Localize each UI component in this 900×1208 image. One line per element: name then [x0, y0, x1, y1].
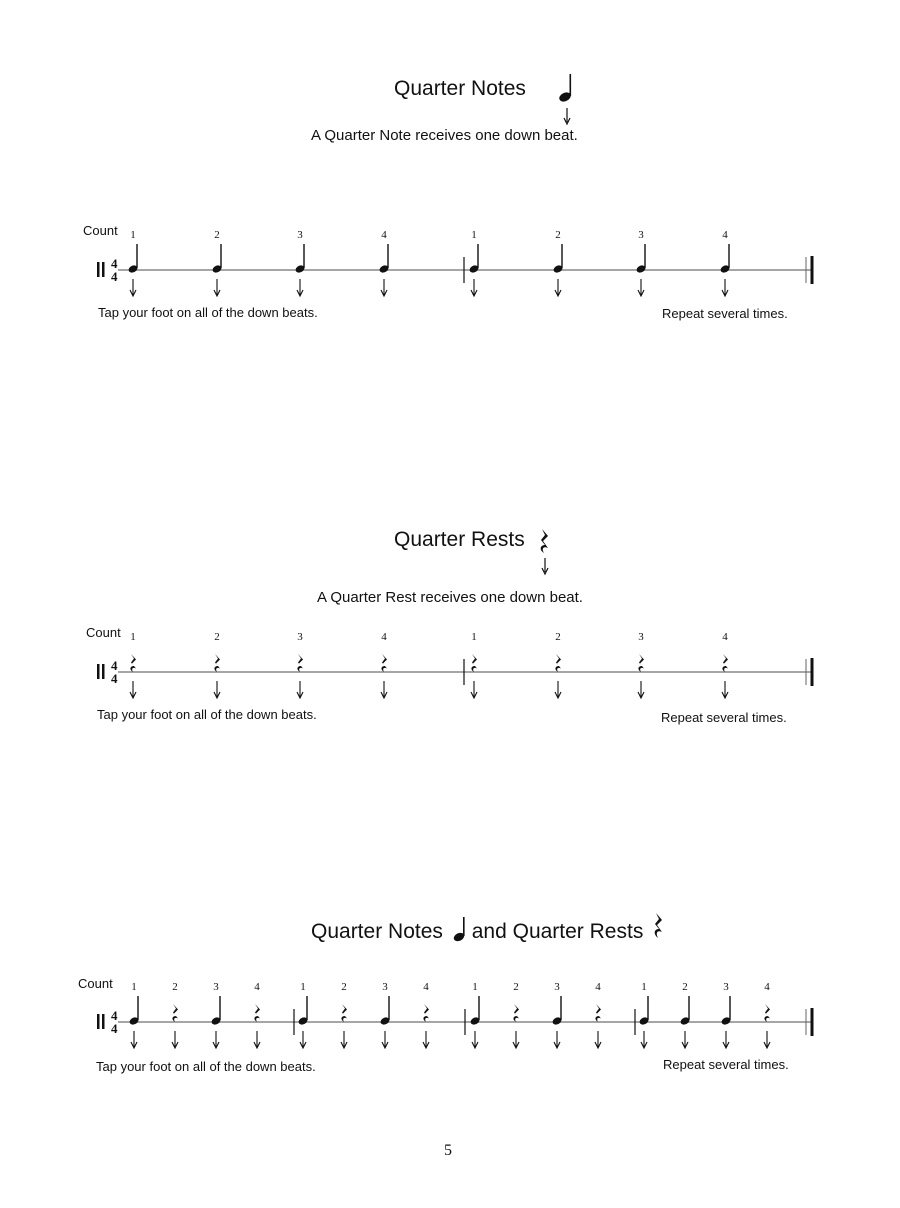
quarter-rest-icon	[638, 654, 644, 672]
quarter-note-icon	[378, 244, 389, 274]
quarter-note-icon	[469, 996, 480, 1026]
down-beat-arrow-icon	[472, 1031, 478, 1048]
section-3-title-part1: Quarter Notes	[311, 920, 443, 943]
beat-count: 3	[638, 229, 644, 241]
beat-count: 3	[554, 981, 560, 993]
quarter-rest-icon	[595, 1004, 601, 1022]
down-beat-arrow-icon	[723, 1031, 729, 1048]
quarter-note-icon	[720, 996, 731, 1026]
quarter-note-icon	[638, 996, 649, 1026]
beat-count: 1	[471, 229, 477, 241]
beat-count: 3	[297, 229, 303, 241]
quarter-rest-icon	[381, 654, 387, 672]
section-1-rhythm-staff	[88, 222, 828, 302]
time-signature-bottom: 4	[111, 1021, 118, 1036]
page-number: 5	[444, 1142, 452, 1159]
down-beat-arrow-icon	[297, 279, 303, 296]
section-1-description: A Quarter Note receives one down beat.	[311, 127, 578, 144]
down-beat-arrow-icon	[381, 279, 387, 296]
beat-count: 1	[300, 981, 306, 993]
quarter-note-icon	[679, 996, 690, 1026]
section-3-title	[311, 912, 665, 944]
section-1-left-instruction: Tap your foot on all of the down beats.	[98, 305, 318, 320]
quarter-note-icon	[556, 70, 582, 126]
beat-count: 4	[722, 229, 728, 241]
down-beat-arrow-icon	[214, 279, 220, 296]
beat-count: 4	[381, 631, 387, 643]
beat-count: 2	[214, 229, 220, 241]
beat-count: 3	[213, 981, 219, 993]
beat-count: 3	[382, 981, 388, 993]
beat-count: 2	[214, 631, 220, 643]
quarter-note-icon	[127, 244, 138, 274]
quarter-note-icon	[468, 244, 479, 274]
quarter-note-icon	[210, 996, 221, 1026]
quarter-rest-icon	[651, 912, 665, 942]
beat-count: 4	[381, 229, 387, 241]
section-2-description: A Quarter Rest receives one down beat.	[317, 589, 583, 606]
quarter-rest-icon	[341, 1004, 347, 1022]
beat-count: 3	[297, 631, 303, 643]
section-1-count-label: Count	[83, 223, 118, 238]
down-beat-arrow-icon	[131, 1031, 137, 1048]
quarter-rest-icon	[764, 1004, 770, 1022]
quarter-note-icon	[211, 244, 222, 274]
down-beat-arrow-icon	[471, 681, 477, 698]
down-beat-arrow-icon	[722, 279, 728, 296]
down-beat-arrow-icon	[300, 1031, 306, 1048]
quarter-note-icon	[128, 996, 139, 1026]
beat-count: 1	[471, 631, 477, 643]
quarter-note-icon	[719, 244, 730, 274]
section-3-title-part2: and Quarter Rests	[471, 920, 644, 943]
beat-count: 4	[254, 981, 260, 993]
down-beat-arrow-icon	[172, 1031, 178, 1048]
section-2-title: Quarter Rests	[394, 528, 525, 551]
down-beat-arrow-icon	[513, 1031, 519, 1048]
down-beat-arrow-icon	[130, 681, 136, 698]
down-beat-arrow-icon	[638, 681, 644, 698]
quarter-rest-icon	[536, 526, 556, 578]
beat-count: 4	[423, 981, 429, 993]
down-beat-arrow-icon	[682, 1031, 688, 1048]
down-beat-arrow-icon	[764, 1031, 770, 1048]
quarter-rest-icon	[722, 654, 728, 672]
quarter-note-icon	[552, 244, 563, 274]
down-beat-arrow-icon	[382, 1031, 388, 1048]
time-signature-bottom: 4	[111, 269, 118, 284]
quarter-rest-icon	[297, 654, 303, 672]
beat-count: 3	[723, 981, 729, 993]
beat-count: 4	[595, 981, 601, 993]
down-beat-arrow-icon	[213, 1031, 219, 1048]
quarter-note-icon	[452, 916, 470, 944]
down-beat-arrow-icon	[638, 279, 644, 296]
down-beat-arrow-icon	[555, 279, 561, 296]
down-beat-arrow-icon	[555, 681, 561, 698]
percussion-clef-icon	[97, 664, 105, 679]
beat-count: 2	[555, 631, 561, 643]
section-2-rhythm-staff	[88, 624, 828, 704]
percussion-clef-icon	[97, 262, 105, 277]
beat-count: 1	[130, 631, 136, 643]
down-beat-arrow-icon	[341, 1031, 347, 1048]
time-signature-top: 4	[111, 658, 118, 673]
beat-count: 4	[764, 981, 770, 993]
beat-count: 1	[641, 981, 647, 993]
quarter-rest-icon	[471, 654, 477, 672]
beat-count: 2	[341, 981, 347, 993]
quarter-rest-icon	[423, 1004, 429, 1022]
beat-count: 4	[722, 631, 728, 643]
quarter-rest-icon	[172, 1004, 178, 1022]
section-3-count-label: Count	[78, 976, 113, 991]
down-beat-arrow-icon	[471, 279, 477, 296]
beat-count: 2	[513, 981, 519, 993]
quarter-rest-icon	[214, 654, 220, 672]
down-beat-arrow-icon	[722, 681, 728, 698]
quarter-note-icon	[635, 244, 646, 274]
quarter-note-icon	[294, 244, 305, 274]
quarter-note-icon	[551, 996, 562, 1026]
beat-count: 1	[130, 229, 136, 241]
time-signature-top: 4	[111, 1008, 118, 1023]
beat-count: 1	[472, 981, 478, 993]
down-beat-arrow-icon	[641, 1031, 647, 1048]
beat-count: 2	[172, 981, 178, 993]
section-2-count-label: Count	[86, 625, 121, 640]
quarter-rest-icon	[254, 1004, 260, 1022]
down-beat-arrow-icon	[381, 681, 387, 698]
beat-count: 2	[555, 229, 561, 241]
section-2-right-instruction: Repeat several times.	[661, 710, 787, 725]
quarter-note-icon	[297, 996, 308, 1026]
section-3-rhythm-staff	[88, 974, 828, 1054]
section-3-right-instruction: Repeat several times.	[663, 1057, 789, 1072]
section-1-title: Quarter Notes	[394, 77, 526, 100]
quarter-note-icon	[379, 996, 390, 1026]
section-1-right-instruction: Repeat several times.	[662, 306, 788, 321]
quarter-rest-icon	[555, 654, 561, 672]
quarter-rest-icon	[513, 1004, 519, 1022]
down-beat-arrow-icon	[214, 681, 220, 698]
percussion-clef-icon	[97, 1014, 105, 1029]
section-2-left-instruction: Tap your foot on all of the down beats.	[97, 707, 317, 722]
time-signature-bottom: 4	[111, 671, 118, 686]
down-beat-arrow-icon	[423, 1031, 429, 1048]
down-beat-arrow-icon	[297, 681, 303, 698]
time-signature-top: 4	[111, 256, 118, 271]
down-beat-arrow-icon	[130, 279, 136, 296]
beat-count: 2	[682, 981, 688, 993]
down-beat-arrow-icon	[254, 1031, 260, 1048]
quarter-rest-icon	[130, 654, 136, 672]
down-beat-arrow-icon	[595, 1031, 601, 1048]
down-beat-arrow-icon	[554, 1031, 560, 1048]
section-3-left-instruction: Tap your foot on all of the down beats.	[96, 1059, 316, 1074]
beat-count: 1	[131, 981, 137, 993]
beat-count: 3	[638, 631, 644, 643]
